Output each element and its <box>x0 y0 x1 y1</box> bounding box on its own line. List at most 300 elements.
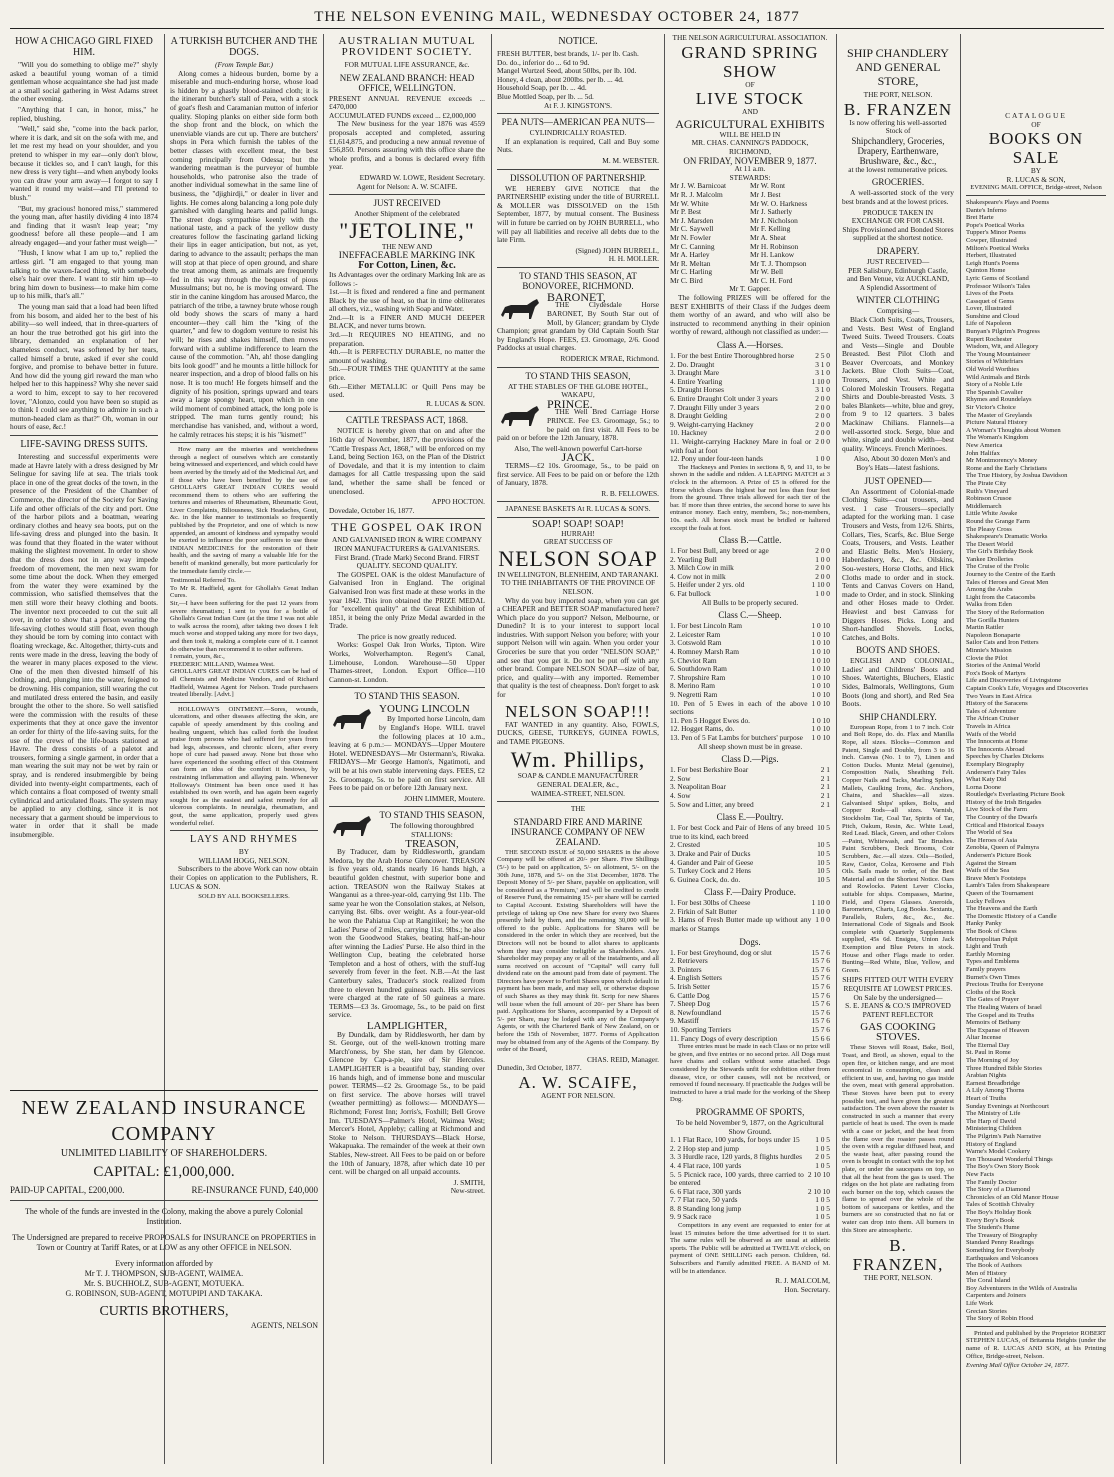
book-title: Wild Animals and Birds <box>966 373 1030 381</box>
prize-label: 4. Entire Yearling <box>670 376 723 386</box>
dogs-title: Dogs. <box>739 936 761 947</box>
jeans-stoves: S. E. JEANS & CO.'S IMPROVED PATENT REFLECTOR <box>845 1001 951 1019</box>
steward-name: Mr N. Fowler <box>670 232 711 242</box>
steward-name: Mr F. Kelling <box>750 224 791 234</box>
book-title: Life and Discoveries of Livingstone <box>966 677 1062 685</box>
class-c-title: Class C.—Sheep. <box>718 610 782 621</box>
franzen-name: B. FRANZEN <box>843 99 953 119</box>
horse-illustration <box>329 812 375 838</box>
young-lincoln-name: YOUNG LINCOLN <box>379 703 470 716</box>
divider <box>329 687 485 688</box>
prize-label: 7. 7 Flat race, 50 yards <box>670 1195 738 1205</box>
book-title: Every Boy's Book <box>966 1216 1015 1224</box>
prize-label: 6. Guinea Cock, do. do. <box>670 874 741 884</box>
young-lincoln-body: By Imported horse Lincoln, dam by England's Hope. WILL travel the following places at 10 a.m., leaving at 6 p.m.:— MONDAYS—Upper Moutere Hotel. WEDNESDAYS—Mr Ostermann's, Riwaka. FRIDAYS—Mr George Hamon's, Ngatimoti, and will be at his own stable intervening days. FEES, £2 2s. Groomage, 5s. to be paid on first service. All Fees to be paid on or before 12th January next. <box>329 714 485 793</box>
prize-row <box>670 783 830 792</box>
column-rule <box>323 34 324 1464</box>
sports-rows <box>670 1136 830 1222</box>
sports-sign-title: Hon. Secretary. <box>784 1284 830 1294</box>
class-a-note: The Hackneys and Ponies in sections 8, 9, and 11, to be shown in the saddle and ridden. A LEAPING MATCH at 3 o'clock in the afternoon. A Prize of £5 is offered for the Horse which clears the highest bar not less than four feet from the ground. Three trials allowed for each tier of the bar. If more than three entries, the second horse to save his entrance money. Each entry, members, 5s.; non-members, 10s. each. All horses stock must be bridled or haltered except the foals at foot. <box>670 463 830 532</box>
franzen-sign-sub: THE PORT, NELSON. <box>863 1273 933 1283</box>
prize-amount: 1 0 5 <box>815 1203 830 1213</box>
book-title: Lucky Fellows <box>966 897 1006 905</box>
horse-illustration <box>497 295 543 321</box>
book-title: Life Work <box>966 1300 993 1308</box>
book-title: The Heroes of Asia <box>966 836 1018 844</box>
divider <box>170 442 318 443</box>
peanuts-sign: M. M. WEBSTER. <box>602 155 659 165</box>
book-title: Travels in Africa <box>966 722 1011 730</box>
prize-row <box>670 1171 830 1188</box>
book-title: Sunday Evenings at Northcourt <box>966 1102 1049 1110</box>
jack-body: TERMS—£2 10s. Groomage, 5s., to be paid on first service. All Fees to be paid on or before the 12th of January, 1878. <box>497 460 659 488</box>
book-title: New America <box>966 441 1003 449</box>
notice-line: Household Soap, per lb. ... 4d. <box>497 83 587 93</box>
class-f-rows <box>670 899 830 933</box>
divider <box>497 801 659 802</box>
book-title: Zenobia, Queen of Palmyra <box>966 844 1039 852</box>
gospel-body: The GOSPEL OAK is the oldest Manufacture of Galvanised Iron in England. The original Galvanised Iron was first made at these works in the year 1842. This iron obtained the PRIZE MEDAL for "excellent quality" at the Great Exhibition of 1851, it being the only Prize Medal awarded in the Trade. <box>329 569 485 631</box>
prize-amount: 2 0 0 <box>815 436 830 446</box>
insurance-capital: CAPITAL: £1,000,000. <box>93 1164 235 1180</box>
gospel-brands: First Brand. (Trade Mark) Second Brand. FIRST QUALITY. SECOND QUALITY. <box>334 552 480 571</box>
class-c-rows <box>670 622 830 742</box>
notice-line: Honey, 4 clean, about 200lbs. per lb. ... 4d. <box>497 74 624 84</box>
book-title: Minnie's Mission <box>966 647 1012 654</box>
soap-name: NELSON SOAP <box>498 545 658 571</box>
book-title: History of England <box>966 1140 1017 1148</box>
jetoline-list-item: 3rd.—It REQUIRES NO HEATING, and no preparation. <box>329 330 485 348</box>
prize-amount: 15 7 6 <box>811 1016 830 1026</box>
prize-amount: 2 0 0 <box>815 546 830 556</box>
masthead: THE NELSON EVENING MAIL, WEDNESDAY OCTOBER 24, 1877 <box>10 6 1104 29</box>
class-f-title: Class F.—Dairy Produce. <box>704 887 796 898</box>
book-title: The Gospel and its Truths <box>966 1011 1035 1019</box>
soap-hurrah: HURRAH! <box>561 528 595 538</box>
phillips-name: Wm. Phillips, <box>510 747 646 773</box>
book-title: Metropolitan Pulpit <box>966 935 1018 943</box>
franzen-sign: B. FRANZEN, <box>852 1236 944 1275</box>
prize-amount: 2 0 0 <box>815 411 830 421</box>
prize-amount: 1 0 10 <box>811 655 830 665</box>
prize-amount: 2 1 <box>820 799 830 809</box>
jetoline-list-item: 2nd.—It is a FINER AND MUCH DEEPER BLACK, and never turns brown. <box>329 312 485 331</box>
divider <box>170 702 318 703</box>
prize-amount: 1 0 10 <box>811 715 830 725</box>
prize-label: 5. 5 Picnick race, 100 yards, three carried to be entered <box>670 1169 804 1188</box>
class-b-rows <box>670 547 830 599</box>
steward-name: Mr C. H. Ford <box>750 275 793 285</box>
book-title: Napoleon Bonaparte <box>966 631 1021 639</box>
book-title: The True History, by Joshua Davidson <box>966 472 1068 480</box>
book-title: Robinson Crusoe <box>966 495 1012 503</box>
article-paragraph: Interesting and successful experiments were made at Havre lately with a dress designed by Mr Selingue for saving life at sea. The trials took place in one of the great docks of the town, in the presence of the President of the Chamber of Commerce, the director of the Society for Saving Life and other officials of the city and port. One of the harbor pilots and a boatman, wearing ordinary clothes and heavy sea boots, put on the life-saving dress and plunged into the basin. It was found that they floated in the water without making the slightest movement. In order to show that the dress does not in any way impede freedom of movement, the men next swam for some time about the dock. When they emerged from the water they were examined by the commission, who satisfied themselves that the men still wore their heavy clothing and boots. The inventor next proceeded to cut the suit all over, in order to show that a person wearing the life-saving clothes would still float, even though they should be torn by coming into contact with floating wreckage, &c. Altogether, thirty-cuts and rents were made in the dress, leaving the body of the wearer in many places exposed to the view. One of the men then divested himself of his clothing, and, plunging into the water, feigned to be drowning. His companion, still wearing the cut and mutilated dress entered the basin, and easily brought the other to the shore. So well satisfied were the commission with the results of these experiments that they at once gave the inventor an order for thirty of the life-saving suits, for the use of the crews of the life-boats stationed at Havre. The dress consists of a paletot and trousers, forming a single garment, in order that a man wearing the suit may not be wet by rain or spray, and is rendered insubmergible by being divided into twenty-eight compartments, each of which contains a float composed of twenty small cylindrical and articulated floats. The system may be applied to any clothing, since it is not necessary that a garment should be impervious to water in order that it shall be made insubmergible. <box>10 451 158 840</box>
book-title: The Coral Island <box>966 1277 1011 1285</box>
jack-name: JACK. <box>561 450 595 465</box>
book-title: Types and Emblems <box>966 958 1020 966</box>
jack-sign: R. B. FELLOWES. <box>601 488 659 498</box>
prize-label: 3. Neapolitan Boar <box>670 782 727 792</box>
gospel-sub: AND GALVANISED IRON & WIRE COMPANY <box>331 535 483 545</box>
book-title: Waifs of the World <box>966 730 1016 738</box>
insurance-sign: CURTIS BROTHERS, <box>99 1304 229 1319</box>
ghollah-testimonial: Testimonial Referred To. To Mr R. Hadfield, agent for Ghollah's Great Indian Cures. Sir,—I have been suffering for the past 12 years from severe rheumatism; I sent to you for a bottle of Ghollah's Great Indian Cure (at the time I was not able to walk across the room), after taking two doses I felt much worse and stopped taking any more for two days, and then took it, making a complete cure of it. I cannot do otherwise than recommend it to other sufferers. I remain, yours, &c., FREDERIC MILLAND, Waimea West. GHOLLAH'S GREAT INDIAN CURES can be had of all Chemists and Medicine Vendors, and of Richard Hadfield, Waimea Agent for Nelson. Trade purchasers treated liberally. [Advt.] <box>170 577 318 699</box>
book-title: Brave Men's Footsteps <box>966 874 1027 882</box>
prize-amount: 10 5 <box>817 866 830 876</box>
column-5 <box>670 34 830 1464</box>
book-title: Clovie the Pilot <box>966 654 1008 662</box>
prize-amount: 15 7 6 <box>811 999 830 1009</box>
book-title: Stories of the Animal World <box>966 662 1041 670</box>
prize-label: 1. For best Lincoln Ram <box>670 621 743 631</box>
prize-label: 6. Fat bullock <box>670 589 711 599</box>
prize-label: 12. Hogget Rams, do. <box>670 724 735 734</box>
divider <box>497 367 659 368</box>
prize-amount: 2 0 0 <box>815 419 830 429</box>
prize-label: 2. Firkin of Salt Butter <box>670 906 738 916</box>
book-title: The Girl's Birthday Book <box>966 548 1033 556</box>
book-title: Arabian Nights <box>966 1072 1007 1080</box>
book-title: Little White Awake <box>966 510 1018 518</box>
grand-show: GRAND SPRING SHOW <box>681 42 819 81</box>
prize-amount: 1 0 0 <box>815 589 830 599</box>
divider <box>966 195 1106 196</box>
book-title: The Pilgrim's Path Narrative <box>966 1133 1042 1140</box>
book-title: The Innocents Abroad <box>966 745 1025 753</box>
prize-amount: 1 10 0 <box>811 376 830 386</box>
insurance-sign-sub: AGENTS, NELSON <box>250 1321 318 1330</box>
book-title: New Facts <box>966 1170 995 1178</box>
prize-label: 9. Negretti Ram <box>670 690 718 699</box>
prince-body: THE Well Bred Carriage Horse PRINCE. Fee £3. Groomage, 5s.; to be paid on first visit. All Fees to be paid on or before the 12th January, 1878. <box>497 407 659 443</box>
book-title: Lover, Illustrated <box>966 305 1012 313</box>
book-title: The Story of Robin Hood <box>966 1315 1034 1323</box>
gospel-sub2: IRON MANUFACTURERS & GALVANISERS. <box>334 543 480 553</box>
book-title: The Treasury of Biography <box>966 1231 1038 1239</box>
book-title: Grecian Stories <box>966 1307 1007 1315</box>
class-b-note: All Bulls to be properly secured. <box>701 597 799 607</box>
gas-stoves-title: GAS COOKING STOVES. <box>860 1021 936 1044</box>
prize-amount: 1 0 5 <box>815 1160 830 1170</box>
book-title: Tales of Heroes and Great Men <box>966 578 1049 586</box>
catalogue-office: EVENING MAIL OFFICE, Bridge-street, Nelson <box>970 184 1102 192</box>
book-title: Against the Stream <box>966 859 1017 867</box>
steward-name: Mr J. Marsden <box>670 215 714 225</box>
insurance-title: NEW ZEALAND INSURANCE COMPANY <box>21 1097 307 1145</box>
book-title: The Harp of David <box>966 1117 1016 1125</box>
amp-body: The New business for the year 1876 was 4559 proposals accepted and completed, assuring £1,614,875, and producing a new annual revenue of £56,850. Persons assuring with this office share the whole profits, and a bonus is declared every fifth year. <box>329 119 485 172</box>
jetoline-list-item: 6th.—Either METALLIC or Quill Pens may be used. <box>329 381 485 400</box>
book-title: Wisdom, Wit, and Allegory <box>966 343 1039 351</box>
prize-label: 4. 4 Flat race, 100 yards <box>670 1160 742 1170</box>
prize-amount: 3 1 0 <box>815 359 830 369</box>
prize-amount: 15 7 6 <box>811 982 830 992</box>
lays-sold: SOLD BY ALL BOOKSELLERS. <box>198 893 290 901</box>
prize-amount: 1 0 10 <box>811 732 830 742</box>
prize-amount: 1 0 0 <box>815 915 830 925</box>
prize-label: 3. Drake and Pair of Ducks <box>670 848 751 858</box>
book-title: Professor Wilson's Tales <box>966 282 1031 290</box>
jetoline-sub: Another Shipment of the celebrated <box>354 209 460 219</box>
book-title: The Pleasy Cross <box>966 525 1012 533</box>
book-title: The Domestic History of a Candle <box>966 912 1057 920</box>
treason-body: By Traducer, dam by Riddlesworth, grandam Medora, by the Arab Horse Glencower. TREASON is five years old, stands nearly 16 hands high, a beautiful golden chestnut, with superior bone and action. TREASON won the Railway Stakes at Wanganui as a three-year-old, carrying 9st 11b. The same year he won the Consolation stakes, at Nelson, carrying 8st. 6lbs. over weight. As a four-year-old he won the Pahiatua Cup at Rangitikei; he won the Ladies' Purse of 2 miles, carrying 11st. 9lbs.; he also won the Goodwood Stakes, beating half-an-hour after winning the Ladies' Purse. He also third in the Wellington Cup, beating the celebrated horse Templeton and a host of others, with the stuff-lug severely from fever in the feet. N.B.—At the last Canterbury sales, Traducer's stock realized from three to eleven hundred guineas each. His services were charged at the rate of 50 guineas a mare. TERMS—£3 3s. Groomage, 5s., to be paid on first service. <box>329 847 485 1020</box>
prize-row <box>670 801 830 810</box>
prize-amount: 2 5 0 <box>815 351 830 361</box>
insurance-agent: Mr T. J. THOMPSON, SUB-AGENT, WAIMEA. <box>84 1269 244 1278</box>
class-d-rows <box>670 766 830 809</box>
book-title: Heart of Truths <box>966 1095 1007 1103</box>
insurance-unlimited: UNLIMITED LIABILITY OF SHAREHOLDERS. <box>60 1148 268 1159</box>
lamplighter-body: By Dundalk, dam by Riddlesworth, her dam by St. George, out of the well-known trotting mare March'oness, by She stan, her dam by Glencoe. Glencoe by Cap-a-pie, sire of Sir Hercules. LAMPLIGHTER is a beautiful bay, standing over 16 hands high, and of immense bone and muscular power. TERMS—£2 2s. Groomage 5s., to be paid on first service. The above horses will travel (weather permitting) as follows:— MONDAYS—Richmond; Forest Inn; Jorris's, Foxhill; Bell Grove Inn. TUESDAYS—Palmer's Hotel, Waimea West; Mercer's Hotel, Appleby; calling at Richmond and Stoke to Nelson. THURSDAYS—Black Horse, Wakapuaka. The remainder of the week at their own Stables, New-street. All Fees to be paid on or before the 10th of January, 1878, after which date 10 per cent. will be charged on all unpaid accounts. <box>329 1029 485 1177</box>
prize-label: 9. 9 Sack race <box>670 1212 712 1222</box>
steward-name: Mr W. Ront <box>750 181 786 191</box>
class-c-note: All sheep shown must be in grease. <box>697 741 803 751</box>
book-title: The Pirate City <box>966 479 1007 487</box>
prize-amount: 2 1 <box>820 765 830 775</box>
book-title: Men of History <box>966 1269 1007 1277</box>
book-title: Milton's Poetical Works <box>966 244 1030 252</box>
dissolution-sign: (Signed) JOHN BURRELL, <box>575 245 659 255</box>
book-title: Three Hundred Bible Stories <box>966 1064 1042 1072</box>
story-paragraph: "But, my gracious! honored miss," stammered the young man, after hastily dividing 4 into 1874 and finding that it wasn't leap year; "my goodness! before all these people—and I am already engaged—and your father must weigh—" <box>10 203 158 247</box>
book-title: Sunshine and Cloud <box>966 312 1020 320</box>
book-title: History of the Saracens <box>966 700 1028 708</box>
soap-body: Why do you buy imported soap, when you can get a CHEAPER and BETTER SOAP manufactured here? Which place do you support? Nelson, Melbourne, or Dunedin? It is to your interest to support local industries. With support Nelson you before; with your support Nelson will win again. When you order your Groceries be sure that you order "NELSON SOAP," and see that you get it. Do not be put off with any other brand. Compare NELSON SOAP—size of bar, price, and quality—with any imported. Remember that quality is the test of cheapness. Don't forget to ask for <box>497 595 659 700</box>
prize-amount: 1 0 10 <box>811 690 830 699</box>
prize-amount: 1 10 0 <box>811 898 830 908</box>
book-title: Queen of the Tournament <box>966 890 1034 897</box>
assoc-title: THE NELSON AGRICULTURAL ASSOCIATION. <box>672 34 828 42</box>
book-title: What Katy Did <box>966 776 1007 784</box>
book-title: Lyric Gems of Scotland <box>966 274 1029 282</box>
ship-chandlery-list: European Rope, from 1 to 7 inch. Coir and Bolt Rope, do. do. Flax and Manilla Rope, all sizes. Blocks—Common and Patent, Single and Double, from 3 to 16 inch. Canvas (No. 1 to 7), Linen and Cotton Ducks. Muntz Metal (genuine), Composition Nails, Sheathing Felt. Copper Nails and Tacks, Marling Spikes, Mallets, Caulking Irons, &c. Anchors, Chains, and Shackles—all sizes. Galvanised Ships' spikes, Bolts, and Copper Rods—all sizes. Varnish, Stockholm Tar, Coal Tar, Spirits of Tar, Pitch, Oakum, Resin, &c. White Lead, Red Lead. Black, Green, and other Colors—Paint, Whitewash, and Tar Brushes. Paint Scrubbers, Deck Brooms, Coir Scrubbers, &c.—all sizes. Oils—Boiled, Raw, Castor, Colza, Kerosene and Fish Oils. Sails made to order, of the Best Material and on the Shortest Notice. Oars and Rowlocks. Patent Lever Clocks, suitable for ships. Compasses, Marine, Field, and Opera Glasses. Aneroids, Barometers, Charts, Log Books. Sextants, Parallels, Rulers, &c., &c., &c. International Code of Signals and Book complete with Quarterly Supplements supplied, 45s 6d. Ensigns, Union Jack Exemption and Blue Peters in stock. House and other Flags made to order. Bunting—Red White, Blue, Yellow, and Green. <box>842 723 954 974</box>
prize-amount: 1 0 10 <box>811 647 830 657</box>
prize-label: 3. Hams of Fresh Butter made up without any marks or Stamps <box>670 915 812 934</box>
prize-amount: 1 0 10 <box>811 672 830 682</box>
butcher-title: A TURKISH BUTCHER AND THE DOGS. <box>170 36 318 58</box>
ships-fitted: SHIPS FITTED OUT WITH EVERY REQUISITE AT LOWEST PRICES. <box>842 975 954 994</box>
book-title: The Ministry of Life <box>966 1110 1021 1118</box>
soap-to: TO THE INHABITANTS OF THE PROVINCE OF NELSON. <box>500 578 656 596</box>
prize-amount: 15 7 6 <box>811 964 830 974</box>
prize-amount: 1 0 5 <box>815 1212 830 1222</box>
story-paragraph: The young man said that a load had been lifted from his bosom, and aided her to the best of his ability—so well indeed, that in three-quarters of an hour the true betrothed got his girl into the library, demanded an explanation of her shameless conduct, was softened by her tears, called himself a brute, asked if ever she could forgive, and promise to behave better in future. And how did the young girl reward the man who helped her to this happiness? Why she never said a word to him, except to say to her recovered lover, "Alonzo, could you have been so stupid as to think I could see anything to admire in such a mutton-headed clam as that?" Oh, woman in our hours of ease, &c.! <box>10 302 158 432</box>
jetoline-sub2: THE NEW AND <box>381 241 433 251</box>
prize-label: 3. Draught Mare <box>670 368 720 378</box>
prize-label: 7. Shropshire Ram <box>670 672 726 682</box>
stewards-secretary: Mr T. Gapper. <box>729 284 771 294</box>
notice-line: Do. do., inferior do ... 6d to 9d. <box>497 57 590 67</box>
catalogue-seller: R. LUCAS & SON, <box>1006 174 1066 184</box>
scaife-sub: AGENT FOR NELSON. <box>541 1091 615 1100</box>
steward-name: Mr J. Best <box>750 189 781 199</box>
dissolution-body: WE HEREBY GIVE NOTICE that the PARTNERSHIP existing under the title of BURRELL & MOLLER was DISSOLVED on the 15th September, 1877, by mutual consent. The Business will in future be carried on by JOHN BURRELL, who will pay all liabilities and receive all debts due to the late Firm. <box>497 183 659 245</box>
prize-label: 6. 6 Flat race, 300 yards <box>670 1186 742 1196</box>
class-a-title: Class A.—Horses. <box>716 340 784 351</box>
book-title: Earnest Breadbridge <box>966 1079 1021 1087</box>
catalogue-title: CATALOGUE <box>1005 111 1067 120</box>
clothing-list: Black Cloth Suits, Coats, Trousers, and Vests. Best West of England Tweed Suits. Tweed Trousers. Coats and Vests—Single and Double Breasted. Best Pilot Cloth and Beaver Overcoats, and Monkey Jackets. Blue Cloth Suits—Coat, Trousers, and Vest. White and Colored Moleskin Trousers. Regatta Shirts and Double-breasted Vests. 3 bales Blankets—white, blue and grey, from 9 to 12 quarters. 3 bales Mackinaw Chilians. Flannels—a well-assorted stock. Serge, blue and white, single and double width—best quality. Winceys. French Merinoes. <box>842 314 954 453</box>
book-title: History of the Irish Brigades <box>966 798 1042 806</box>
column-rule <box>960 34 961 1464</box>
show-place: MR. CHAS. CANNING'S PADDOCK, <box>691 138 809 148</box>
jetoline-list-item: 5th.—FOUR TIMES THE QUANTITY at the same price. <box>329 364 485 383</box>
book-title: Lorna Doone <box>966 783 1001 791</box>
prize-label: 2. 2 Hop step and jump <box>670 1143 739 1153</box>
prize-amount: 1 0 0 <box>815 554 830 564</box>
prize-amount: 1 0 10 <box>811 698 830 708</box>
lays-body: Subscribers to the above Work can now obtain their Copies on application to the Publishers, R. LUCAS & SON. <box>170 864 318 891</box>
dissolution-sign: H. H. MOLLER. <box>608 254 659 264</box>
notice-line: Mangel Wurtzel Seed, about 50lbs, per lb. 10d. <box>497 66 637 76</box>
cattle-body: NOTICE is hereby given that on and after the 16th day of November, 1877, the provisions of the "Cattle Trespass Act, 1868," will be enforced on my Land, being Section 163, on the Plan of the District of Dovedale, and that it is my intention to claim damages for all Cattle trespassing upon the said land, whether the same shall be fenced or unenclosed. <box>329 426 485 496</box>
prize-amount: 10 5 <box>817 840 830 850</box>
gas-stoves-body: These Stoves will Roast, Bake, Boil, Toast, and Broil, as shown, equal to the open fire, or kitchen range, and are most economical in consumption, clean and efficient in use, and, having no gas inside the oven, meat with general approbation. These Stoves have been put to every possible test, and have given the greatest satisfaction. The oven above the roaster is constructed in such a manner that every particle of heat is used. The oven is made with a case or jacket, and the heat from the flame over the roaster passes round the oven with a regular diffused heat, and the waste heat, after passing round the oven is brought in contact with the top hot plate, or under the saucepans on top, so that all the heat from the gas is used. The ridges on the hot plate are radiating from each burner on the top, which causes the flame to spread over the whole of the bottom of saucepans or kettles, and the burners are so constructed that no fat or water can drop into them. All burners in this Store are atmospheric. <box>842 1044 954 1234</box>
butcher-source: (From Temple Bar.) <box>215 60 273 69</box>
winter-clothing: WINTER CLOTHING <box>856 295 940 306</box>
book-title: Middlemarch <box>966 502 1002 510</box>
book-title: The Story of a Diamond <box>966 1186 1031 1194</box>
just-received: JUST RECEIVED— <box>866 256 930 266</box>
just-opened: JUST OPENED— <box>864 475 932 486</box>
prize-label: 5. Cheviot Ram <box>670 655 717 665</box>
jetoline-list-item: Its Advantages over the ordinary Marking Ink are as follows :- <box>329 269 485 288</box>
phillips-sub: SOAP & CANDLE MANUFACTURER <box>517 771 639 781</box>
book-title: The Expanse of Heaven <box>966 1026 1030 1034</box>
steward-name: Mr H. Lankow <box>750 250 795 260</box>
prize-label: 1. For best Bull, any breed or age <box>670 546 769 556</box>
book-title: Tales of Scottish Chivalry <box>966 1201 1035 1209</box>
book-title: The Family Doctor <box>966 1178 1017 1186</box>
prize-amount: 2 1 <box>820 782 830 792</box>
prize-amount: 2 0 0 <box>815 428 830 438</box>
story-paragraph: "Will you do something to oblige me?" shyly asked a beautiful young woman of a timid gentleman whose acquaintance she had just made at a small social gathering in West Adams street the other evening. <box>10 60 158 104</box>
prize-label: 1. For best Berkshire Boar <box>670 765 749 775</box>
prize-label: 5. Irish Setter <box>670 982 711 992</box>
franzen-rates: at the lowest remunerative prices. <box>848 164 948 174</box>
prize-label: 10. Sporting Terriers <box>670 1025 732 1034</box>
prize-amount: 15 7 6 <box>811 947 830 957</box>
book-title: Martin Rattler <box>966 624 1004 632</box>
jetoline-list-item: 4th.—It is PERFECTLY DURABLE, no matter the amount of washing. <box>329 347 485 365</box>
book-title: Bunyan's Pilgrim's Progress <box>966 328 1040 336</box>
prince-sub: AT THE STABLES OF THE GLOBE HOTEL, WAKAPU, <box>507 381 649 400</box>
catalogue-by: BY <box>1030 166 1042 176</box>
imprint-date: Evening Mail Office October 24, 1877. <box>966 1362 1070 1370</box>
steward-name: Mr W. White <box>670 198 709 208</box>
notice-title: NOTICE. <box>558 36 598 47</box>
agricultural-exhibits: AGRICULTURAL EXHIBITS <box>675 116 825 131</box>
book-title: Andersen's Picture Book <box>966 852 1032 860</box>
divider <box>497 113 659 114</box>
amp-title: AUSTRALIAN MUTUAL PROVIDENT SOCIETY. <box>338 35 476 58</box>
groceries-body: A well-assorted stock of the very best brands and at the lowest prices. <box>842 188 954 206</box>
prize-amount: 1 0 5 <box>815 1135 830 1145</box>
book-title: The Gorilla Hunters <box>966 616 1020 624</box>
class-e-title: Class E.—Poultry. <box>716 812 784 823</box>
gospel-price: The price is now greatly reduced. <box>357 631 457 641</box>
produce: PRODUCE TAKEN IN EXCHANGE OR FOR CASH. <box>851 207 945 226</box>
prize-label: 6. Cattle Dog <box>670 990 710 1000</box>
prize-label: 12. Pony under four-teen hands <box>670 454 763 464</box>
prize-label: 4. English Setters <box>670 973 722 983</box>
book-title: Family prayers <box>966 965 1006 973</box>
divider <box>497 517 659 518</box>
class-a-rows <box>670 352 830 464</box>
book-title: Standard Penny Readings <box>966 1239 1034 1247</box>
book-title: Picture Natural History <box>966 419 1028 427</box>
column-6 <box>842 34 954 1464</box>
prize-row <box>670 824 830 841</box>
jetoline-name: "JETOLINE," <box>339 217 475 243</box>
book-title: Sir Victor's Choice <box>966 404 1016 411</box>
steward-name: Mr A. Harley <box>670 250 710 260</box>
ghollah-ad: How many are the miseries and wretchedness through a neglect of ourselves which are constantly being witnessed and experienced, and which could have been averted by the timely aid of the Medicinal Art, and if those who have been benefited by the use of GHOLLAH'S GREAT INDIAN CURES would recommend them to others who are suffering the tortures and miseries of Rheumatism, Rheumatic Gout, Liver Complaints, Biliousness, Sick Headaches, Gout, &c. in the like manner to testimonials so frequently published by the Proprietor, and one of which is now appended, an amount of kindness and sympathy would be exerted to influence the poor sufferers to use these INDIAN MEDICINES for the restoration of their health, and the saving of many a valuable life for the benefit of mankind generally, but more particularly for the immediate family circle.— <box>170 446 318 575</box>
ships-provisioned: Ships Provisioned and Bonded Stores supplied at the shortest notice. <box>842 224 954 243</box>
prize-label: 5. Draught Horses <box>670 385 724 395</box>
book-title: The Eternal Day <box>966 1041 1010 1049</box>
prize-label: 1. For best Cock and Pair of Hens of any breed true to its kind, each breed <box>670 823 814 841</box>
prize-label: 8. 8 Standing long jump <box>670 1203 742 1213</box>
winter-intro: A Splendid Assortment of <box>859 282 937 292</box>
book-title: The Book of Authors <box>966 1262 1022 1270</box>
baronet-body: THE Clydesdale Horse BARONET, By South Star out of Moll, by Glancer; grandam by Clyde Champion; great grandam by Old Captain South Star by England's Hope. FEES, £3. Groomage, 2/6. Good Paddocks at usual charges. <box>497 300 659 353</box>
book-title: The Cruise of the Frolic <box>966 563 1030 571</box>
divider <box>329 806 485 807</box>
sports-title: PROGRAMME OF SPORTS, <box>695 1106 805 1117</box>
per-ships: PER Salisbury, Edinburgh Castle, and Ben Venue, viz AUCKLAND, <box>846 265 950 284</box>
steward-name: Mr W. O. Harkness <box>750 198 808 208</box>
lamplighter-address: New-street. <box>450 1186 485 1196</box>
book-title: The Morning of Joy <box>966 1057 1019 1065</box>
book-title: Exemplary Biography <box>966 760 1025 768</box>
book-title: Critical and Historical Essays <box>966 821 1045 829</box>
boots-title: BOOTS AND SHOES. <box>856 645 940 656</box>
prize-amount: 1 10 0 <box>811 906 830 916</box>
stewards-right <box>750 182 830 285</box>
show-and: AND <box>741 107 758 117</box>
prize-amount: 2 0 5 <box>815 1152 830 1162</box>
prize-amount: 1 0 10 <box>811 724 830 734</box>
book-title: Herbert, Illustrated <box>966 252 1017 260</box>
prize-label: 11. Weight-carrying Hackney Mare in foal or with foal at foot <box>670 436 812 455</box>
prize-label: 8. Draught Gelding <box>670 411 728 421</box>
horse-illustration <box>329 705 375 731</box>
franzen-port: THE PORT, NELSON. <box>863 90 933 99</box>
phillips-address: WAIMEA-STREET, NELSON. <box>530 788 626 798</box>
book-title: The Woman's Kingdom <box>966 434 1029 442</box>
gospel-works: Works: Gospel Oak Iron Works, Tipton. Wire Works, Wolverhampton. Regent's Canal, Limehouse, London. Warehouse—50 Upper Thames-street, London. Export Office—110 Cannon-st. London. <box>329 640 485 684</box>
prize-amount: 1 0 5 <box>815 1195 830 1205</box>
prize-label: 10. Hackney <box>670 428 708 438</box>
steward-name: Mr T. J. Thompson <box>750 258 807 268</box>
prize-label: 2. Yearling Bull <box>670 554 717 564</box>
amp-branch: NEW ZEALAND BRANCH: HEAD OFFICE, WELLINGTON. <box>339 72 475 93</box>
show-held: WILL BE HELD IN <box>719 129 781 139</box>
baronet-title: TO STAND THIS SEASON, AT BONOVOREE, RICHMOND. <box>519 270 637 291</box>
peanuts-sub: CYLINDRICALLY ROASTED. <box>529 128 627 138</box>
book-title: A Lily Among Thorns <box>966 1087 1025 1095</box>
fat-wanted: FAT WANTED in any quantity. Also, FOWLS, DUCKS, GEESE, TURKEYS, GUINEA FOWLS, and TAME PIGEONS. <box>497 719 659 746</box>
divider <box>170 830 318 831</box>
prize-label: 3. Cotswold Ram <box>670 638 722 648</box>
article-title: LIFE-SAVING DRESS SUITS. <box>20 438 148 450</box>
show-time: At 11 a.m. <box>734 164 766 174</box>
prize-amount: 15 7 6 <box>811 1025 830 1034</box>
steward-name: Mr J. Nicholson <box>750 215 798 225</box>
book-title: The Heavens and the Earth <box>966 905 1038 913</box>
